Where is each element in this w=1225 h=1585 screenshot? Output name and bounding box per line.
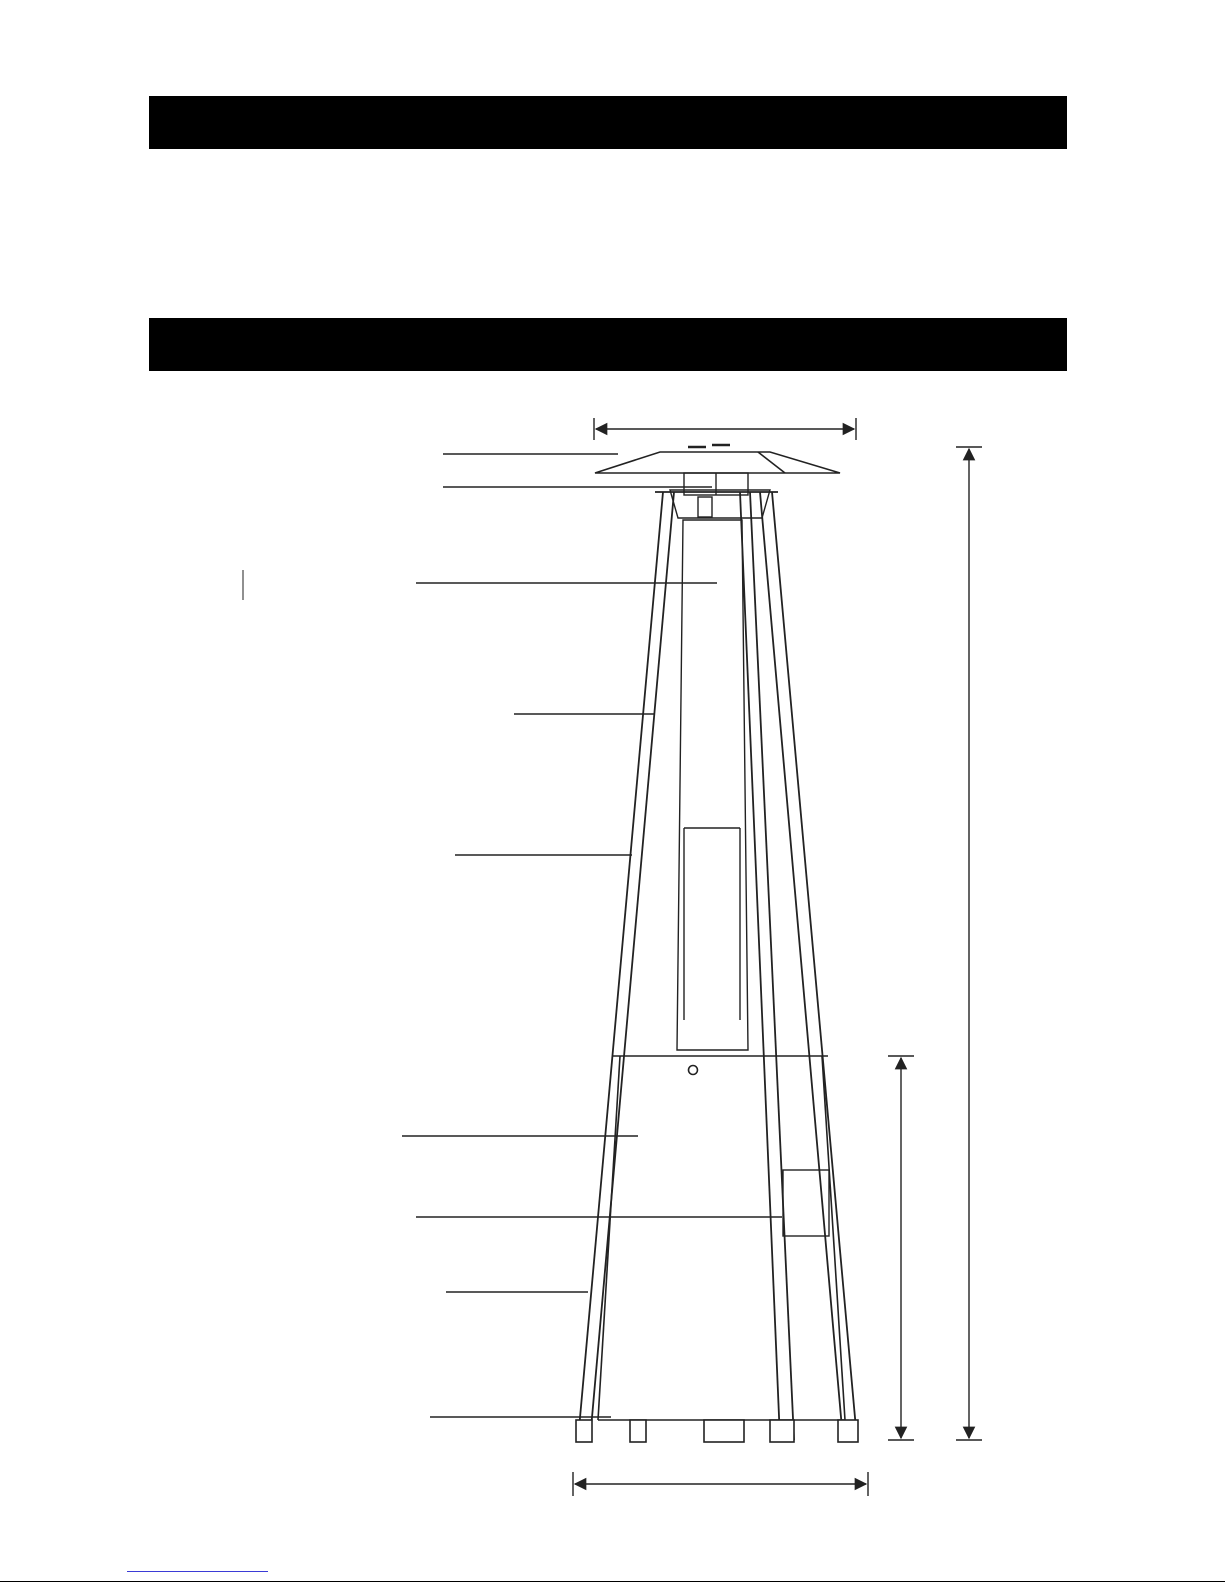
dimension-total-height [956, 447, 982, 1440]
feet [576, 1420, 858, 1442]
callout-lines [243, 454, 782, 1417]
ignition-knob-icon [689, 1066, 698, 1075]
frame-legs [578, 492, 857, 1440]
top-cap [670, 473, 770, 518]
base-housing [598, 1056, 845, 1420]
footer-rule [0, 1581, 1225, 1582]
flame-tube [677, 520, 748, 1050]
dimension-base-height [888, 1056, 914, 1440]
footer-link-underline [127, 1571, 268, 1572]
dimension-base-width [573, 1472, 868, 1496]
reflector-hood [595, 445, 840, 473]
dimension-top-width [594, 418, 856, 440]
